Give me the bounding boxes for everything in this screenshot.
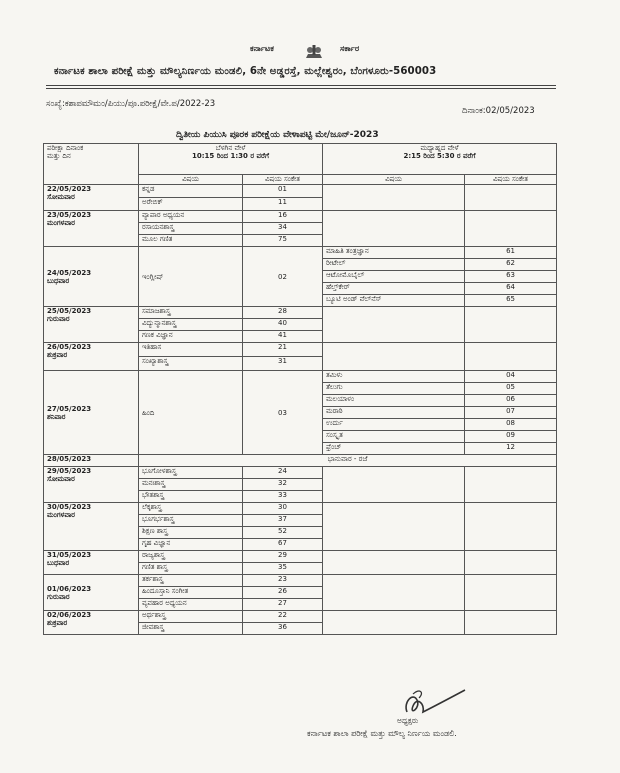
subject-cell: ರಸಾಯನಶಾಸ್ತ್ರ [139,223,243,235]
board-address: ಕರ್ನಾಟಕ ಶಾಲಾ ಪರೀಕ್ಷೆ ಮತ್ತು ಮೌಲ್ಯನಿರ್ಣಯ ಮಂಡಲಿ, 6ನೇ ಅಡ್ಡರಸ್ತೆ, ಮಲ್ಲೇಶ್ವರಂ, ಬೆಂಗಳೂರು-560003 [54,66,437,77]
table-row [44,467,557,479]
subject-cell: ರಾಜ್ಯಶಾಸ್ತ್ರ [139,551,243,563]
table-row [44,455,557,467]
date-cell: 30/05/2023 ಮಂಗಳವಾರ [44,503,139,551]
code-cell: 33 [243,491,323,503]
code-cell: 08 [465,419,557,431]
code-cell: 28 [243,307,323,319]
code-cell: 40 [243,319,323,331]
subject-cell: ಕನ್ನಡ [139,185,243,198]
table-header-row [44,144,557,175]
issue-date: ದಿನಾಂಕ:02/05/2023 [462,106,535,116]
code-cell: 26 [243,587,323,599]
timetable [43,143,557,635]
header-cell: ವಿಷಯ ಸಂಕೇತ [465,175,557,185]
code-cell: 75 [243,235,323,247]
subject-cell: ಉರ್ದು [323,419,465,431]
empty-cell [465,307,557,343]
subject-cell: ಮಾಹಿತಿ ತಂತ್ರಜ್ಞಾನ [323,247,465,259]
header-rule [46,88,556,89]
subject-cell: ಮರಾಠಿ [323,407,465,419]
header-cell: ಪರೀಕ್ಷಾ ದಿನಾಂಕ ಮತ್ತು ದಿನ [44,144,139,185]
subject-cell: ಗೃಹ ವಿಜ್ಞಾನ [139,539,243,551]
state-emblem-icon [302,42,326,60]
subject-cell: ಮಲಯಾಳಂ [323,395,465,407]
empty-cell [465,611,557,635]
header-cell: ವಿಷಯ ಸಂಕೇತ [243,175,323,185]
empty-cell [323,211,465,247]
header-rule [46,85,556,86]
code-cell: 37 [243,515,323,527]
empty-cell [323,343,465,371]
subject-cell: ಹಿಂದಿ [139,371,243,455]
subject-cell: ಸಂಸ್ಕೃತ [323,431,465,443]
table-row [44,575,557,587]
empty-cell [323,551,465,575]
code-cell: 06 [465,395,557,407]
table-row [44,343,557,357]
code-cell: 04 [465,371,557,383]
subject-cell: ತೆಲುಗು [323,383,465,395]
code-cell: 27 [243,599,323,611]
subject-cell: ತರ್ಕಶಾಸ್ತ್ರ [139,575,243,587]
date-cell: 01/06/2023 ಗುರುವಾರ [44,575,139,611]
empty-cell [465,343,557,371]
reference-number: ಸಂಖ್ಯೆ:ಕಶಾಪಮೌಮಂ/ಪಿಯು/ಪೂ.ಪರೀಕ್ಷೆ/ವೇ.ಪ/2022-23 [46,99,216,109]
subject-cell: ಗಣಕ ವಿಜ್ಞಾನ [139,331,243,343]
table-row [44,611,557,623]
subject-cell: ಲೆಕ್ಕಶಾಸ್ತ್ರ [139,503,243,515]
subject-cell: ವಿದ್ಯುನ್ಮಾನಶಾಸ್ತ್ರ [139,319,243,331]
code-cell: 35 [243,563,323,575]
code-cell: 63 [465,271,557,283]
holiday-note: ಭಾನುವಾರ - ರಜೆ [139,455,557,467]
empty-cell [465,503,557,551]
code-cell: 01 [243,185,323,198]
subject-cell: ಬ್ಯೂಟಿ ಅಂಡ್ ವೆಲ್‌ನೆಸ್ [323,295,465,307]
code-cell: 22 [243,611,323,623]
header-cell: ವಿಷಯ [139,175,243,185]
code-cell: 34 [243,223,323,235]
empty-cell [323,467,465,503]
code-cell: 05 [465,383,557,395]
signatory-title: ಅಧ್ಯಕ್ಷರು [397,716,419,725]
code-cell: 41 [243,331,323,343]
subject-cell: ಅರೇಬಿಕ್ [139,198,243,211]
subject-cell: ಹೆಲ್ತ್‌ಕೇರ್ [323,283,465,295]
subject-cell: ಇಂಗ್ಲೀಷ್ [139,247,243,307]
code-cell: 64 [465,283,557,295]
code-cell: 52 [243,527,323,539]
subject-cell: ಆಟೋಮೊಬೈಲ್ [323,271,465,283]
code-cell: 30 [243,503,323,515]
code-cell: 62 [465,259,557,271]
subject-cell: ಸಮಾಜಶಾಸ್ತ್ರ [139,307,243,319]
subject-cell: ಅರ್ಥಶಾಸ್ತ್ರ [139,611,243,623]
table-row [44,247,557,259]
date-cell: 25/05/2023 ಗುರುವಾರ [44,307,139,343]
code-cell: 29 [243,551,323,563]
code-cell: 24 [243,467,323,479]
code-cell: 09 [465,431,557,443]
header-cell: ಬೆಳಗಿನ ವೇಳೆ 10:15 ರಿಂದ 1:30 ರ ವರೆಗೆ [139,144,323,175]
date-cell: 28/05/2023 [44,455,139,467]
empty-cell [323,503,465,551]
code-cell: 67 [243,539,323,551]
header-cell: ವಿಷಯ [323,175,465,185]
date-cell: 29/05/2023 ಸೋಮವಾರ [44,467,139,503]
empty-cell [465,185,557,211]
gov-label-right: ಸರ್ಕಾರ [340,44,360,53]
subject-cell: ಭೂಗೋಳಶಾಸ್ತ್ರ [139,467,243,479]
empty-cell [465,467,557,503]
table-row [44,211,557,223]
code-cell: 11 [243,198,323,211]
code-cell: 07 [465,407,557,419]
code-cell: 61 [465,247,557,259]
subject-cell: ಭೌತಶಾಸ್ತ್ರ [139,491,243,503]
code-cell: 36 [243,623,323,635]
code-cell: 03 [243,371,323,455]
subject-cell: ಮನಃಶಾಸ್ತ್ರ [139,479,243,491]
timetable-title: ದ್ವಿತೀಯ ಪಿಯುಸಿ ಪೂರಕ ಪರೀಕ್ಷೆಯ ವೇಳಾಪಟ್ಟಿ ಮೇ/ಜೂನ್-2023 [176,130,379,140]
subject-cell: ವ್ಯಾಪಾರ ಅಧ್ಯಯನ [139,211,243,223]
code-cell: 02 [243,247,323,307]
table-row [44,371,557,383]
code-cell: 32 [243,479,323,491]
empty-cell [465,211,557,247]
empty-cell [323,611,465,635]
empty-cell [323,575,465,611]
header-cell: ಮಧ್ಯಾಹ್ನದ ವೇಳೆ 2:15 ರಿಂದ 5:30 ರ ವರೆಗೆ [323,144,557,175]
date-cell: 31/05/2023 ಬುಧವಾರ [44,551,139,575]
subject-cell: ಜೀವಶಾಸ್ತ್ರ [139,623,243,635]
subject-cell: ಮೂಲ ಗಣಿತ [139,235,243,247]
code-cell: 23 [243,575,323,587]
table-row [44,551,557,563]
date-cell: 02/06/2023 ಶುಕ್ರವಾರ [44,611,139,635]
code-cell: 31 [243,357,323,371]
date-cell: 23/05/2023 ಮಂಗಳವಾರ [44,211,139,247]
subject-cell: ಶಿಕ್ಷಣ ಶಾಸ್ತ್ರ [139,527,243,539]
subject-cell: ಸಂಖ್ಯಾಶಾಸ್ತ್ರ [139,357,243,371]
code-cell: 16 [243,211,323,223]
code-cell: 21 [243,343,323,357]
gov-label-left: ಕರ್ನಾಟಕ [250,44,274,53]
date-cell: 27/05/2023 ಶನಿವಾರ [44,371,139,455]
subject-cell: ವ್ಯವಹಾರ ಅಧ್ಯಯನ [139,599,243,611]
subject-cell: ಭೂಗರ್ಭಶಾಸ್ತ್ರ [139,515,243,527]
subject-cell: ಫ್ರೆಂಚ್ [323,443,465,455]
subject-cell: ಗಣಿತ ಶಾಸ್ತ್ರ [139,563,243,575]
code-cell: 12 [465,443,557,455]
table-row [44,307,557,319]
table-row [44,503,557,515]
date-cell: 24/05/2023 ಬುಧವಾರ [44,247,139,307]
empty-cell [465,575,557,611]
subject-cell: ಹಿಂದೂಸ್ತಾನಿ ಸಂಗೀತ [139,587,243,599]
subject-cell: ರೀಟೇಲ್ [323,259,465,271]
signatory-organization: ಕರ್ನಾಟಕ ಶಾಲಾ ಪರೀಕ್ಷೆ ಮತ್ತು ಮೌಲ್ಯ ನಿರ್ಣಯ ಮಂಡಲಿ. [307,729,457,738]
empty-cell [465,551,557,575]
empty-cell [323,307,465,343]
code-cell: 65 [465,295,557,307]
subject-cell: ತಮಿಳು [323,371,465,383]
date-cell: 22/05/2023 ಸೋಮವಾರ [44,185,139,211]
date-cell: 26/05/2023 ಶುಕ್ರವಾರ [44,343,139,371]
table-row [44,185,557,198]
empty-cell [323,185,465,211]
subject-cell: ಇತಿಹಾಸ [139,343,243,357]
